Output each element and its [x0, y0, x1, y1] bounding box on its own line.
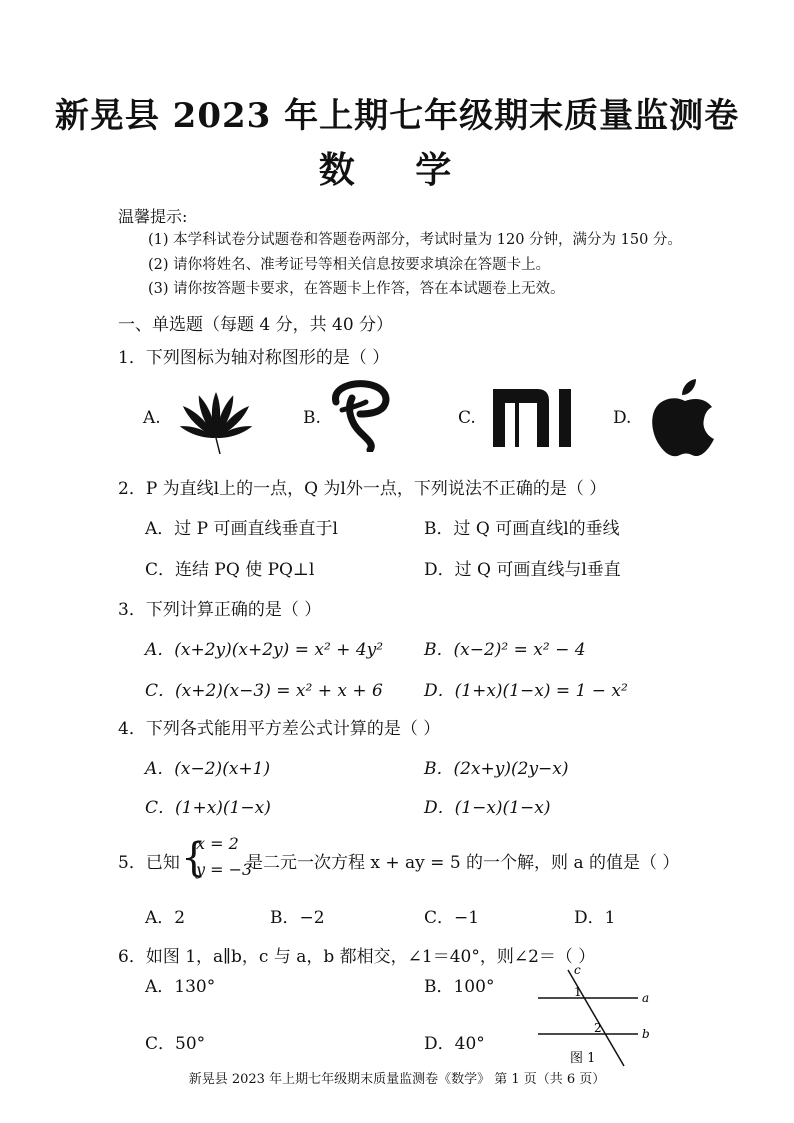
- question-2-stem: 2．P 为直线l上的一点，Q 为l外一点，下列说法不正确的是（ ）: [118, 479, 607, 499]
- china-telecom-logo-icon: [330, 380, 392, 452]
- xiaomi-logo-icon: [493, 389, 583, 447]
- system-brace: {: [181, 835, 207, 881]
- q5-system-eq1: x = 2: [196, 834, 239, 853]
- q5-option-d: D．1: [574, 908, 616, 928]
- label-a: a: [642, 991, 650, 1005]
- q3-option-b: B．(x−2)² = x² − 4: [424, 640, 586, 660]
- q1-option-c-label: C.: [458, 408, 476, 428]
- figure-1-parallel-lines: [530, 962, 660, 1068]
- q4-option-c: C．(1+x)(1−x): [145, 798, 271, 818]
- q2-option-c: C．连结 PQ 使 PQ⊥l: [145, 560, 315, 580]
- subject-title: 数 学: [318, 149, 476, 191]
- q4-option-b: B．(2x+y)(2y−x): [424, 759, 569, 779]
- question-4-stem: 4．下列各式能用平方差公式计算的是（ ）: [118, 719, 441, 739]
- label-c: c: [574, 963, 581, 977]
- q6-option-a: A．130°: [145, 977, 216, 997]
- q5-option-c: C．−1: [424, 908, 480, 928]
- q2-option-a: A．过 P 可画直线垂直于l: [145, 519, 338, 539]
- page-footer: 新晃县 2023 年上期七年级期末质量监测卷《数学》 第 1 页（共 6 页）: [188, 1072, 606, 1087]
- question-5-stem: 是二元一次方程 x + ay = 5 的一个解，则 a 的值是（ ）: [246, 853, 680, 873]
- huawei-logo-icon: [176, 376, 256, 456]
- q2-option-b: B．过 Q 可画直线l的垂线: [424, 519, 620, 539]
- section-title: 一、单选题（每题 4 分，共 40 分）: [118, 315, 394, 335]
- q3-option-c: C．(x+2)(x−3) = x² + x + 6: [145, 681, 383, 701]
- q4-option-d: D．(1−x)(1−x): [424, 798, 551, 818]
- q5-system-eq2: y = −3: [196, 860, 253, 879]
- exam-title: 新晃县 2023 年上期七年级期末质量监测卷: [54, 96, 740, 136]
- q6-option-b: B．100°: [424, 977, 495, 997]
- tip-item: (3) 请你按答题卡要求，在答题卡上作答，答在本试题卷上无效。: [148, 281, 565, 297]
- q1-option-d-label: D.: [613, 408, 632, 428]
- figure-caption: 图 1: [570, 1051, 596, 1066]
- q4-option-a: A．(x−2)(x+1): [145, 759, 271, 779]
- question-6-stem: 6．如图 1，a∥b，c 与 a，b 都相交，∠1＝40°，则∠2＝（ ）: [118, 947, 596, 967]
- q5-option-a: A．2: [145, 908, 186, 928]
- question-3-stem: 3．下列计算正确的是（ ）: [118, 600, 322, 620]
- q6-option-d: D．40°: [424, 1034, 485, 1054]
- tip-item: (2) 请你将姓名、准考证号等相关信息按要求填涂在答题卡上。: [148, 257, 551, 273]
- q1-option-a-label: A.: [143, 408, 161, 428]
- tips-heading: 温馨提示:: [118, 207, 188, 226]
- tip-item: (1) 本学科试卷分试题卷和答题卷两部分，考试时量为 120 分钟，满分为 150 分。: [148, 232, 682, 248]
- q6-option-c: C．50°: [145, 1034, 206, 1054]
- label-b: b: [642, 1027, 650, 1041]
- label-angle-1: 1: [574, 985, 582, 999]
- q3-option-d: D．(1+x)(1−x) = 1 − x²: [424, 681, 628, 701]
- q5-option-b: B．−2: [270, 908, 325, 928]
- q1-option-b-label: B.: [303, 408, 321, 428]
- apple-logo-icon: [650, 377, 720, 459]
- question-5-prefix: 5．已知: [118, 853, 180, 873]
- q2-option-d: D．过 Q 可画直线与l垂直: [424, 560, 621, 580]
- q3-option-a: A．(x+2y)(x+2y) = x² + 4y²: [145, 640, 384, 660]
- question-1-stem: 1．下列图标为轴对称图形的是（ ）: [118, 348, 390, 368]
- label-angle-2: 2: [594, 1021, 602, 1035]
